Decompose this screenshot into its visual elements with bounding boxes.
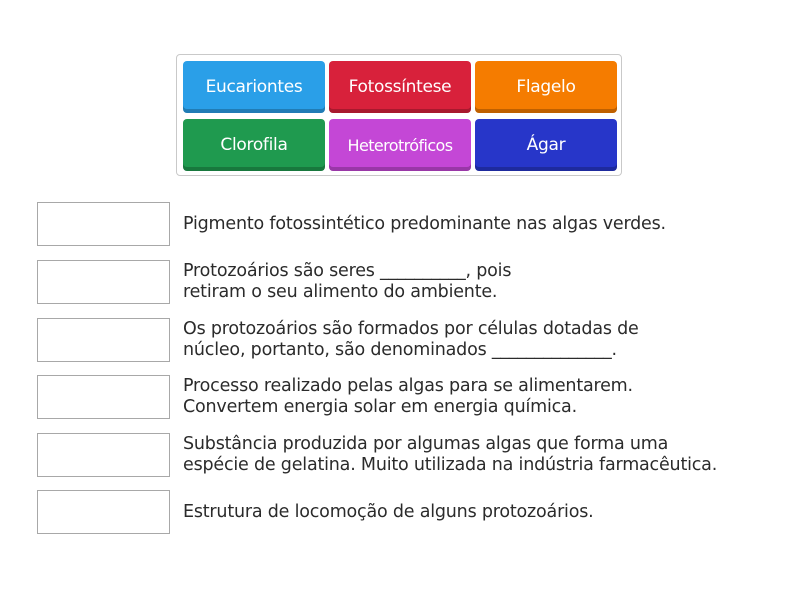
clue-text: Pigmento fotossintético predominante nas algas verdes. [183,213,666,234]
clue-text: Processo realizado pelas algas para se alimentarem. Convertem energia solar em energia química. [183,376,633,417]
clue-text: Protozoários são seres __________, pois retiram o seu alimento do ambiente. [183,261,512,302]
drop-target[interactable] [37,375,170,419]
clue-text: Substância produzida por algumas algas que forma uma espécie de gelatina. Muito utilizada na indústria farmacêutica. [183,434,718,475]
tile-agar[interactable]: Ágar [475,119,617,171]
match-row [37,202,787,246]
clue-text: Os protozoários são formados por células dotadas de núcleo, portanto, são denominados ______________. [183,319,639,360]
match-row [37,375,787,419]
drop-target[interactable] [37,433,170,477]
tile-clorofila[interactable]: Clorofila [183,119,325,171]
drop-target[interactable] [37,202,170,246]
word-bank [176,54,622,176]
drop-target[interactable] [37,490,170,534]
match-row [37,490,787,534]
match-row [37,260,787,304]
tile-fotossintese[interactable]: Fotossíntese [329,61,471,113]
clue-text: Estrutura de locomoção de alguns protozoários. [183,501,594,522]
tile-eucariontes[interactable]: Eucariontes [183,61,325,113]
tile-heterotroficos[interactable]: Heterotróficos [329,119,471,171]
drop-target[interactable] [37,318,170,362]
tile-flagelo[interactable]: Flagelo [475,61,617,113]
drop-target[interactable] [37,260,170,304]
match-row [37,318,787,362]
match-row [37,433,787,477]
